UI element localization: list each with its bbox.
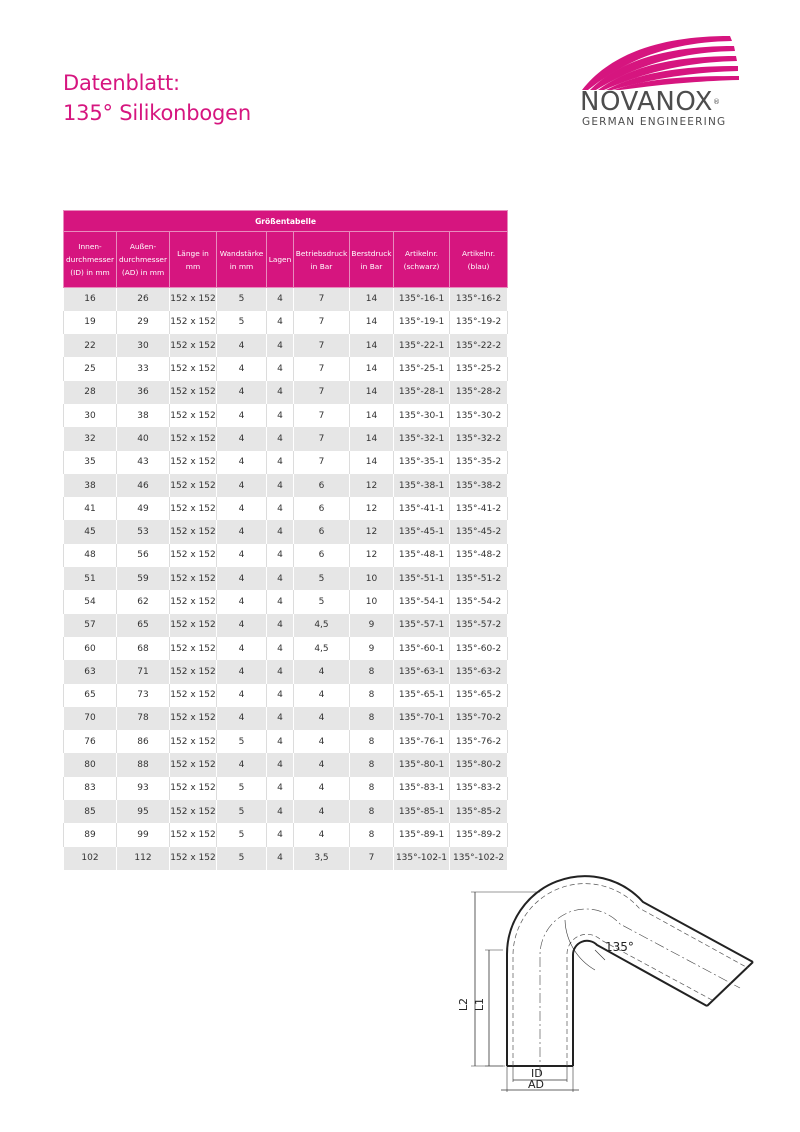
table-cell: 4,5: [294, 637, 350, 660]
table-cell: 5: [294, 590, 350, 613]
table-cell: 4: [267, 544, 294, 567]
table-cell: 135°-60-1: [394, 637, 450, 660]
table-cell: 4: [267, 707, 294, 730]
title-line-1: Datenblatt:: [63, 71, 180, 95]
table-cell: 135°-38-2: [450, 474, 508, 497]
table-cell: 4: [267, 334, 294, 357]
table-cell: 45: [64, 520, 117, 543]
table-cell: 4: [267, 474, 294, 497]
table-cell: 135°-45-2: [450, 520, 508, 543]
table-cell: 16: [64, 288, 117, 311]
page-title: [63, 68, 251, 128]
table-cell: 135°-28-2: [450, 381, 508, 404]
table-cell: 4: [267, 777, 294, 800]
table-cell: 25: [64, 357, 117, 380]
table-cell: 135°-25-2: [450, 357, 508, 380]
table-cell: 71: [117, 660, 170, 683]
table-cell: 8: [350, 707, 394, 730]
brand-tagline: GERMAN ENGINEERING: [582, 116, 727, 128]
table-cell: 48: [64, 544, 117, 567]
table-cell: 4: [217, 404, 267, 427]
table-cell: 4: [267, 590, 294, 613]
table-cell: 135°-80-1: [394, 753, 450, 776]
table-cell: 38: [117, 404, 170, 427]
table-cell: 7: [294, 404, 350, 427]
column-header: Lagen: [267, 232, 294, 288]
table-cell: 88: [117, 753, 170, 776]
table-cell: 5: [217, 288, 267, 311]
table-cell: 135°-80-2: [450, 753, 508, 776]
table-cell: 7: [294, 334, 350, 357]
table-cell: 152 x 152: [170, 684, 217, 707]
table-row: [64, 451, 508, 474]
table-cell: 4: [217, 357, 267, 380]
table-row: [64, 684, 508, 707]
novanox-logo: [580, 32, 740, 132]
table-cell: 135°-54-2: [450, 590, 508, 613]
table-cell: 60: [64, 637, 117, 660]
table-row: [64, 497, 508, 520]
table-cell: 5: [217, 800, 267, 823]
table-cell: 14: [350, 288, 394, 311]
table-cell: 10: [350, 590, 394, 613]
table-row: [64, 637, 508, 660]
table-cell: 135°-57-2: [450, 614, 508, 637]
table-cell: 83: [64, 777, 117, 800]
table-cell: 135°-83-2: [450, 777, 508, 800]
table-cell: 4: [294, 800, 350, 823]
table-cell: 22: [64, 334, 117, 357]
table-cell: 4: [217, 567, 267, 590]
bend-drawing: [455, 860, 775, 1110]
table-row: [64, 730, 508, 753]
table-cell: 152 x 152: [170, 497, 217, 520]
table-cell: 93: [117, 777, 170, 800]
table-cell: 135°-16-1: [394, 288, 450, 311]
table-row: [64, 567, 508, 590]
table-cell: 152 x 152: [170, 753, 217, 776]
table-cell: 4: [267, 451, 294, 474]
angle-label: 135°: [605, 940, 634, 954]
table-cell: 152 x 152: [170, 660, 217, 683]
table-cell: 135°-70-2: [450, 707, 508, 730]
table-cell: 65: [117, 614, 170, 637]
table-cell: 4: [267, 800, 294, 823]
table-cell: 4: [294, 730, 350, 753]
table-row: [64, 707, 508, 730]
title-line-2: 135° Silikonbogen: [63, 101, 251, 125]
table-cell: 4: [217, 614, 267, 637]
column-header: Artikelnr. (schwarz): [394, 232, 450, 288]
table-cell: 4: [267, 660, 294, 683]
table-cell: 4: [217, 427, 267, 450]
table-cell: 14: [350, 427, 394, 450]
table-cell: 152 x 152: [170, 800, 217, 823]
table-cell: 135°-25-1: [394, 357, 450, 380]
column-header: Innen-durchmesser (ID) in mm: [64, 232, 117, 288]
table-cell: 4: [294, 823, 350, 846]
table-cell: 135°-22-1: [394, 334, 450, 357]
table-cell: 38: [64, 474, 117, 497]
table-cell: 152 x 152: [170, 707, 217, 730]
table-cell: 4: [267, 684, 294, 707]
table-cell: 4: [267, 614, 294, 637]
table-cell: 9: [350, 637, 394, 660]
table-cell: 14: [350, 381, 394, 404]
table-cell: 8: [350, 660, 394, 683]
table-cell: 4: [267, 357, 294, 380]
table-cell: 7: [294, 357, 350, 380]
table-cell: 14: [350, 311, 394, 334]
table-cell: 89: [64, 823, 117, 846]
table-cell: 112: [117, 847, 170, 870]
table-cell: 10: [350, 567, 394, 590]
table-cell: 8: [350, 730, 394, 753]
table-row: [64, 311, 508, 334]
table-cell: 30: [117, 334, 170, 357]
column-header: Wandstärke in mm: [217, 232, 267, 288]
table-cell: 135°-35-1: [394, 451, 450, 474]
table-cell: 4: [267, 404, 294, 427]
table-cell: 3,5: [294, 847, 350, 870]
table-cell: 19: [64, 311, 117, 334]
table-cell: 135°-89-2: [450, 823, 508, 846]
table-cell: 76: [64, 730, 117, 753]
table-cell: 152 x 152: [170, 334, 217, 357]
table-row: [64, 474, 508, 497]
table-cell: 35: [64, 451, 117, 474]
table-cell: 8: [350, 684, 394, 707]
table-row: [64, 544, 508, 567]
table-cell: 135°-76-1: [394, 730, 450, 753]
table-cell: 12: [350, 474, 394, 497]
table-cell: 135°-48-1: [394, 544, 450, 567]
table-cell: 51: [64, 567, 117, 590]
table-cell: 70: [64, 707, 117, 730]
table-cell: 41: [64, 497, 117, 520]
table-cell: 26: [117, 288, 170, 311]
table-cell: 135°-54-1: [394, 590, 450, 613]
table-cell: 8: [350, 800, 394, 823]
table-cell: 135°-41-2: [450, 497, 508, 520]
table-cell: 4: [217, 590, 267, 613]
table-cell: 135°-19-1: [394, 311, 450, 334]
table-cell: 152 x 152: [170, 427, 217, 450]
l2-label: L2: [457, 997, 471, 1012]
table-cell: 135°-85-1: [394, 800, 450, 823]
table-cell: 5: [217, 777, 267, 800]
table-cell: 4: [294, 753, 350, 776]
table-cell: 14: [350, 451, 394, 474]
table-cell: 46: [117, 474, 170, 497]
table-cell: 36: [117, 381, 170, 404]
table-cell: 4: [294, 684, 350, 707]
table-cell: 135°-102-2: [450, 847, 508, 870]
table-cell: 7: [294, 288, 350, 311]
table-cell: 6: [294, 497, 350, 520]
table-cell: 135°-65-2: [450, 684, 508, 707]
table-cell: 85: [64, 800, 117, 823]
table-cell: 28: [64, 381, 117, 404]
table-cell: 4: [267, 311, 294, 334]
table-cell: 43: [117, 451, 170, 474]
table-cell: 62: [117, 590, 170, 613]
table-cell: 152 x 152: [170, 823, 217, 846]
table-cell: 4: [267, 381, 294, 404]
l1-label: L1: [473, 997, 487, 1012]
table-cell: 135°-85-2: [450, 800, 508, 823]
table-cell: 135°-102-1: [394, 847, 450, 870]
table-cell: 8: [350, 753, 394, 776]
table-cell: 14: [350, 357, 394, 380]
table-cell: 32: [64, 427, 117, 450]
table-cell: 4: [294, 660, 350, 683]
table-cell: 152 x 152: [170, 590, 217, 613]
table-row: [64, 381, 508, 404]
table-cell: 102: [64, 847, 117, 870]
table-row: [64, 660, 508, 683]
table-cell: 135°-60-2: [450, 637, 508, 660]
table-cell: 152 x 152: [170, 614, 217, 637]
table-cell: 4: [267, 520, 294, 543]
table-cell: 5: [217, 847, 267, 870]
table-cell: 135°-32-2: [450, 427, 508, 450]
table-cell: 135°-83-1: [394, 777, 450, 800]
table-cell: 14: [350, 404, 394, 427]
table-cell: 4: [217, 520, 267, 543]
column-header: Berstdruck in Bar: [350, 232, 394, 288]
table-cell: 80: [64, 753, 117, 776]
table-row: [64, 404, 508, 427]
table-cell: 54: [64, 590, 117, 613]
table-cell: 4: [217, 707, 267, 730]
table-cell: 135°-45-1: [394, 520, 450, 543]
table-cell: 29: [117, 311, 170, 334]
table-cell: 4: [217, 684, 267, 707]
table-cell: 86: [117, 730, 170, 753]
table-cell: 5: [217, 311, 267, 334]
table-cell: 152 x 152: [170, 847, 217, 870]
table-cell: 135°-30-1: [394, 404, 450, 427]
table-cell: 135°-76-2: [450, 730, 508, 753]
table-cell: 4: [217, 381, 267, 404]
table-cell: 152 x 152: [170, 637, 217, 660]
table-row: [64, 427, 508, 450]
table-cell: 59: [117, 567, 170, 590]
table-cell: 78: [117, 707, 170, 730]
table-row: [64, 590, 508, 613]
table-cell: 49: [117, 497, 170, 520]
table-row: [64, 334, 508, 357]
table-cell: 4: [267, 567, 294, 590]
table-cell: 65: [64, 684, 117, 707]
table-cell: 6: [294, 520, 350, 543]
table-cell: 152 x 152: [170, 381, 217, 404]
table-cell: 152 x 152: [170, 567, 217, 590]
table-cell: 135°-51-2: [450, 567, 508, 590]
table-cell: 4: [217, 753, 267, 776]
table-cell: 53: [117, 520, 170, 543]
column-header: Betriebsdruck in Bar: [294, 232, 350, 288]
table-cell: 4: [267, 730, 294, 753]
table-cell: 7: [294, 311, 350, 334]
table-cell: 4: [217, 660, 267, 683]
table-cell: 7: [294, 381, 350, 404]
table-row: [64, 357, 508, 380]
table-cell: 68: [117, 637, 170, 660]
table-cell: 4: [217, 544, 267, 567]
table-cell: 135°-48-2: [450, 544, 508, 567]
table-cell: 4,5: [294, 614, 350, 637]
column-header: Außen-durchmesser (AD) in mm: [117, 232, 170, 288]
ad-label: AD: [528, 1078, 544, 1091]
table-cell: 135°-28-1: [394, 381, 450, 404]
table-cell: 135°-63-2: [450, 660, 508, 683]
table-cell: 95: [117, 800, 170, 823]
brand-name: NOVANOX®: [580, 87, 721, 117]
table-row: [64, 753, 508, 776]
table-cell: 135°-70-1: [394, 707, 450, 730]
table-cell: 4: [267, 637, 294, 660]
table-cell: 4: [267, 823, 294, 846]
table-cell: 135°-41-1: [394, 497, 450, 520]
table-cell: 12: [350, 544, 394, 567]
table-cell: 135°-32-1: [394, 427, 450, 450]
table-cell: 4: [267, 497, 294, 520]
table-cell: 4: [217, 474, 267, 497]
table-cell: 33: [117, 357, 170, 380]
id-label: ID: [531, 1067, 543, 1080]
table-cell: 56: [117, 544, 170, 567]
table-row: [64, 777, 508, 800]
table-cell: 7: [350, 847, 394, 870]
table-cell: 57: [64, 614, 117, 637]
table-cell: 4: [217, 497, 267, 520]
table-row: [64, 614, 508, 637]
table-cell: 6: [294, 474, 350, 497]
column-header: Artikelnr. (blau): [450, 232, 508, 288]
table-cell: 135°-30-2: [450, 404, 508, 427]
table-row: [64, 847, 508, 870]
table-cell: 6: [294, 544, 350, 567]
table-cell: 4: [267, 753, 294, 776]
table-cell: 135°-35-2: [450, 451, 508, 474]
table-cell: 5: [294, 567, 350, 590]
table-cell: 7: [294, 427, 350, 450]
table-cell: 152 x 152: [170, 544, 217, 567]
table-cell: 135°-22-2: [450, 334, 508, 357]
table-cell: 8: [350, 823, 394, 846]
table-cell: 73: [117, 684, 170, 707]
table-cell: 40: [117, 427, 170, 450]
table-row: [64, 823, 508, 846]
table-cell: 152 x 152: [170, 404, 217, 427]
table-cell: 7: [294, 451, 350, 474]
table-cell: 5: [217, 730, 267, 753]
table-cell: 4: [294, 777, 350, 800]
column-header: Länge in mm: [170, 232, 217, 288]
table-cell: 12: [350, 497, 394, 520]
table-cell: 135°-63-1: [394, 660, 450, 683]
table-cell: 135°-65-1: [394, 684, 450, 707]
table-cell: 99: [117, 823, 170, 846]
table-row: [64, 288, 508, 311]
table-cell: 14: [350, 334, 394, 357]
table-cell: 135°-89-1: [394, 823, 450, 846]
table-cell: 4: [217, 637, 267, 660]
table-cell: 135°-57-1: [394, 614, 450, 637]
table-cell: 9: [350, 614, 394, 637]
table-cell: 152 x 152: [170, 451, 217, 474]
table-cell: 12: [350, 520, 394, 543]
table-caption: Größentabelle: [64, 211, 508, 232]
table-cell: 4: [294, 707, 350, 730]
table-cell: 135°-51-1: [394, 567, 450, 590]
table-cell: 30: [64, 404, 117, 427]
table-cell: 4: [267, 288, 294, 311]
table-cell: 4: [217, 334, 267, 357]
table-cell: 63: [64, 660, 117, 683]
table-cell: 135°-19-2: [450, 311, 508, 334]
table-cell: 152 x 152: [170, 730, 217, 753]
table-row: [64, 800, 508, 823]
table-cell: 135°-16-2: [450, 288, 508, 311]
swoosh-icon: [580, 32, 740, 92]
table-cell: 152 x 152: [170, 520, 217, 543]
table-cell: 135°-38-1: [394, 474, 450, 497]
table-cell: 5: [217, 823, 267, 846]
bend-diagram: [455, 860, 775, 1110]
table-cell: 152 x 152: [170, 777, 217, 800]
table-cell: 152 x 152: [170, 311, 217, 334]
table-cell: 4: [267, 847, 294, 870]
size-table: [63, 210, 508, 870]
table-cell: 152 x 152: [170, 357, 217, 380]
table-cell: 8: [350, 777, 394, 800]
table-cell: 4: [267, 427, 294, 450]
table-cell: 4: [217, 451, 267, 474]
table-cell: 152 x 152: [170, 288, 217, 311]
table-cell: 152 x 152: [170, 474, 217, 497]
table-row: [64, 520, 508, 543]
